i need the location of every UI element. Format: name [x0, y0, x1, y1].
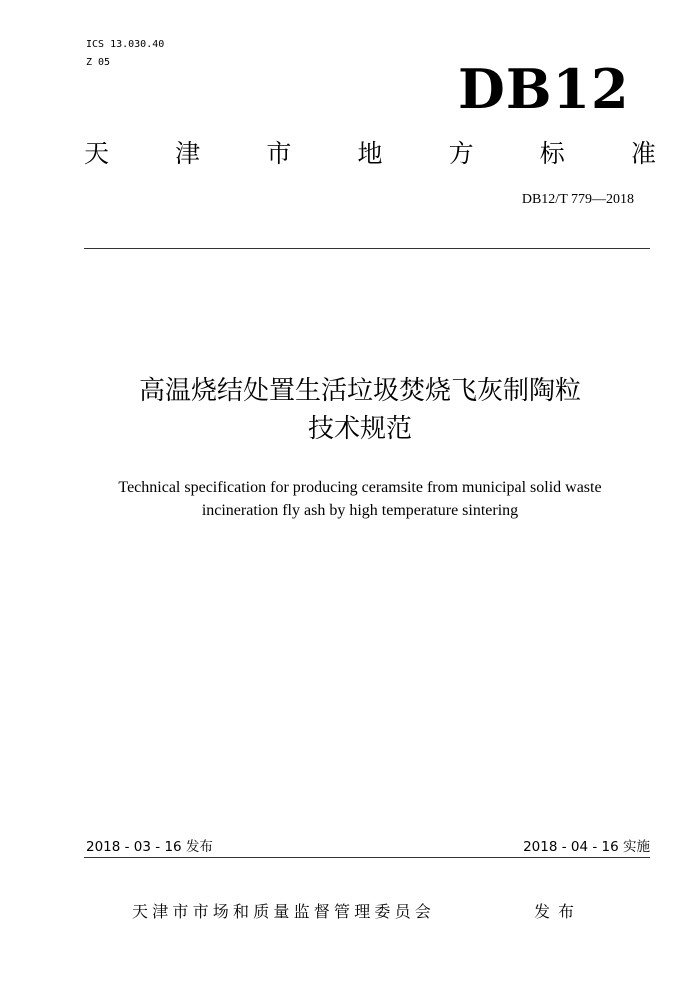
implement-date: 2018 - 04 - 16 实施: [523, 839, 650, 855]
heading-char: 方: [448, 139, 474, 168]
heading-char: 准: [630, 139, 656, 168]
chinese-title: [60, 372, 660, 448]
bottom-divider: [84, 857, 650, 858]
standard-code-logo: DB12: [458, 57, 630, 121]
heading-char: 地: [357, 139, 383, 168]
english-title-line-1: Technical specification for producing ceramsite from municipal solid waste: [118, 479, 602, 496]
standard-number: DB12/T 779—2018: [521, 192, 634, 207]
heading-char: 津: [175, 139, 201, 168]
chinese-title-line-1: 高温烧结处置生活垃圾焚烧飞灰制陶粒: [138, 376, 581, 406]
category-code: Z 05: [86, 57, 111, 68]
issued-label: 发布: [534, 902, 583, 921]
chinese-title-line-2: 技术规范: [307, 414, 412, 444]
classification-block: [86, 36, 164, 72]
issuing-authority: 天津市市场和质量监督管理委员会: [132, 902, 436, 921]
heading-char: 天: [84, 139, 110, 168]
english-title-line-2: incineration fly ash by high temperature sintering: [201, 502, 519, 519]
top-divider: [84, 248, 650, 249]
ics-code: ICS 13.030.40: [86, 39, 165, 50]
publish-date: 2018 - 03 - 16 发布: [86, 839, 213, 855]
local-standard-heading: [84, 137, 656, 171]
heading-char: 标: [539, 139, 565, 168]
heading-char: 市: [266, 139, 292, 168]
english-title: [60, 476, 660, 522]
